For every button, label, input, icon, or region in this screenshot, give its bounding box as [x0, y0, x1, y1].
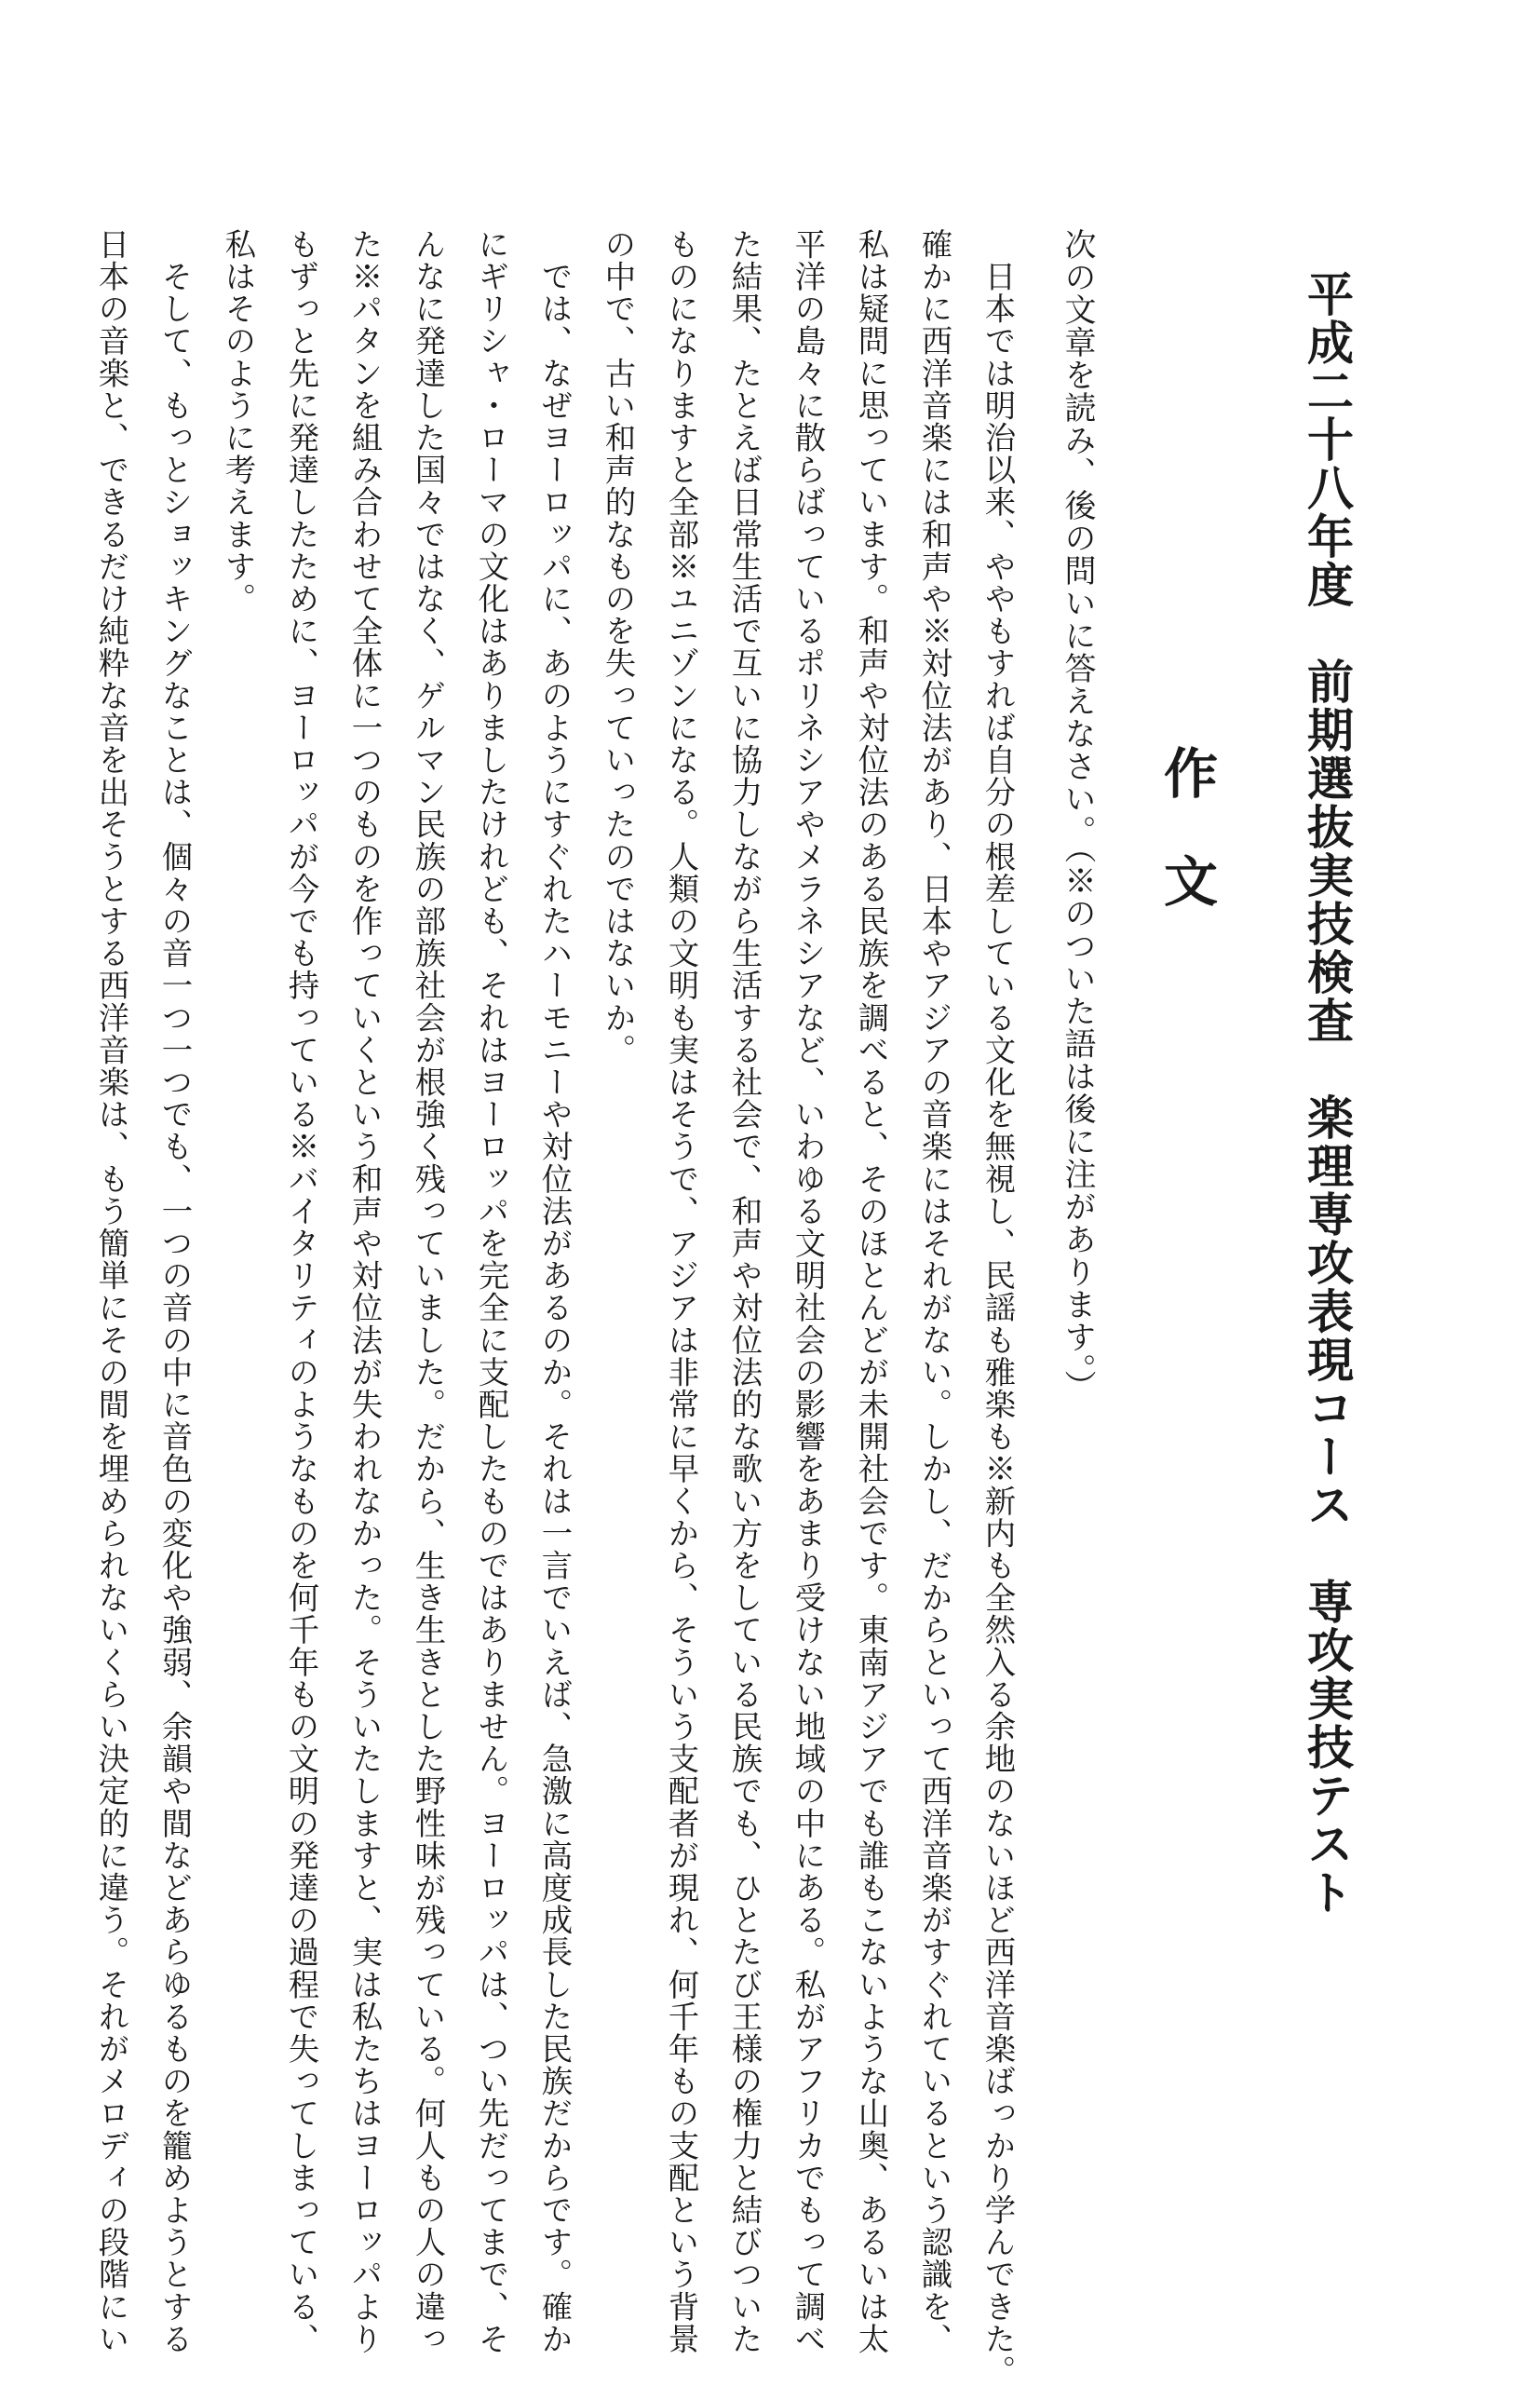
- body-line: そして、もっとショッキングなことは、個々の音一つ一つでも、一つの音の中に音色の変化や強弱、余韻や間などあらゆるものを籠めようとする: [156, 228, 194, 2355]
- body-line: 私はそのように考えます。: [220, 228, 257, 616]
- page-title: 平成二十八年度 前期選抜実技検査 楽理専攻表現コース 専攻実技テスト: [1300, 270, 1355, 1917]
- body-line: 日本では明治以来、ややもすれば自分の根差している文化を無視し、民謡も雅楽も※新内も全然入る余地のないほど西洋音楽ばっかり学んできた。: [979, 228, 1017, 2387]
- body-line: 私は疑問に思っています。和声や対位法のある民族を調べると、そのほとんどが未開社会です。東南アジアでも誰もこないような山奥、あるいは太: [853, 228, 890, 2355]
- body-line: 確かに西洋音楽には和声や※対位法があり、日本やアジアの音楽にはそれがない。しかし、だからといって西洋音楽がすぐれているという認識を、: [916, 228, 953, 2355]
- body-line: ものになりますと全部※ユニゾンになる。人類の文明も実はそうで、アジアは非常に早くから、そういう支配者が現れ、何千年もの支配という背景: [663, 228, 700, 2355]
- body-line: もずっと先に発達したために、ヨーロッパが今でも持っている※バイタリティのようなものを何千年もの文明の発達の過程で失ってしまっている、: [283, 228, 320, 2355]
- body-line: た結果、たとえば日常生活で互いに協力しながら生活する社会で、和声や対位法的な歌い方をしている民族でも、ひとたび王様の権力と結びついた: [726, 228, 763, 2355]
- instruction-text: 次の文章を読み、後の問いに答えなさい。（※のついた語は後に注があります。）: [1059, 228, 1096, 1403]
- body-line: た※パタンを組み合わせて全体に一つのものを作っていくという和声や対位法が失われなかった。そういたしますと、実は私たちはヨーロッパより: [346, 228, 384, 2355]
- body-line: では、なぜヨーロッパに、あのようにすぐれたハーモニーや対位法があるのか。それは一言でいえば、急激に高度成長した民族だからです。確か: [536, 228, 574, 2355]
- body-line: の中で、古い和声的なものを失っていったのではないか。: [600, 228, 637, 1066]
- body-line: んなに発達した国々ではなく、ゲルマン民族の部族社会が根強く残っていました。だから、生き生きとした野性味が残っている。何人もの人の違っ: [410, 228, 447, 2355]
- section-heading: 作文: [1155, 745, 1218, 961]
- body-line: 平洋の島々に散らばっているポリネシアやメラネシアなど、いわゆる文明社会の影響をあまり受けない地域の中にある。私がアフリカでもって調べ: [790, 228, 827, 2355]
- body-line: にギリシャ・ローマの文化はありましたけれども、それはヨーロッパを完全に支配したものではありません。ヨーロッパは、つい先だってまで、そ: [473, 228, 510, 2355]
- body-line: 日本の音楽と、できるだけ純粋な音を出そうとする西洋音楽は、もう簡単にその間を埋められないくらい決定的に違う。それがメロディの段階にい: [93, 228, 130, 2355]
